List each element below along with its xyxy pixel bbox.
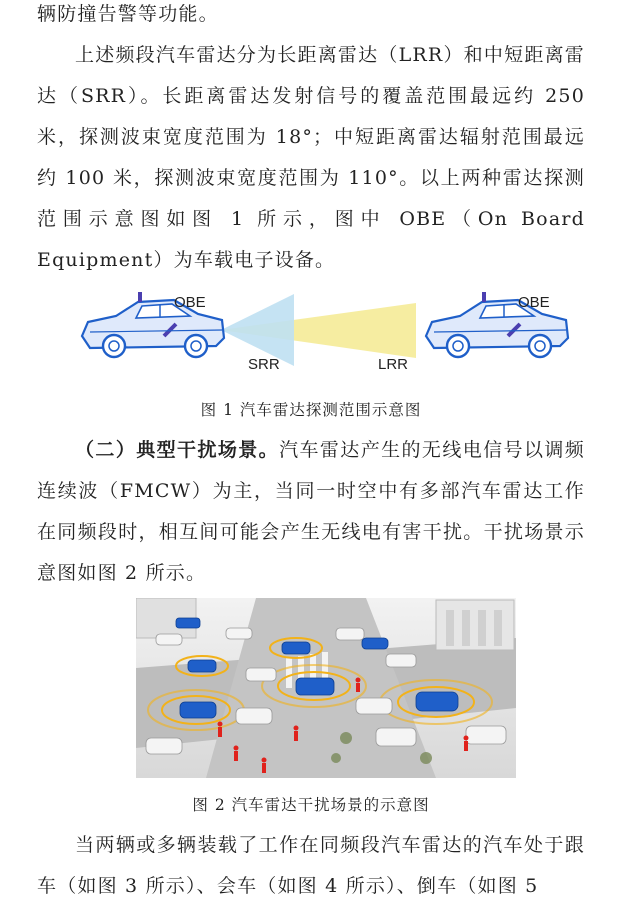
figure-2-interference-scene <box>136 598 516 778</box>
figure-1-radar-range <box>76 286 576 381</box>
label-obe-right: OBE <box>518 294 550 311</box>
paragraph-continuation: 辆防撞告警等功能。 <box>37 3 219 25</box>
figure-1-caption: 图 1 汽车雷达探测范围示意图 <box>200 401 422 419</box>
label-srr: SRR <box>248 356 280 373</box>
paragraph-interference-body: 汽车雷达产生的无线电信号以调频连续波（FMCW）为主，当同一时空中有多部汽车雷达工作在同频段时，相互间可能会产生无线电有害干扰。干扰场景示意图如图 2 所示。 <box>37 439 585 584</box>
label-obe-left: OBE <box>174 294 206 311</box>
section-heading: （二）典型干扰场景。 <box>75 439 280 461</box>
paragraph-interference <box>37 430 585 594</box>
figure-2-caption: 图 2 汽车雷达干扰场景的示意图 <box>192 796 430 814</box>
paragraph-radar-types: 上述频段汽车雷达分为长距离雷达（LRR）和中短距离雷达（SRR）。长距离雷达发射信号的覆盖范围最远约 250 米，探测波束宽度范围为 18°；中短距离雷达辐射范围最远约 100 米，探测波束宽度范围为 110°。以上两种雷达探测范围示意图如图 1 所示，图中 OBE（On Board Equipment）为车载电子设备。 <box>37 44 585 271</box>
label-lrr: LRR <box>378 356 409 373</box>
paragraph-scenarios: 当两辆或多辆装载了工作在同频段汽车雷达的汽车处于跟车（如图 3 所示）、会车（如图 4 所示）、倒车（如图 5 <box>37 834 585 897</box>
